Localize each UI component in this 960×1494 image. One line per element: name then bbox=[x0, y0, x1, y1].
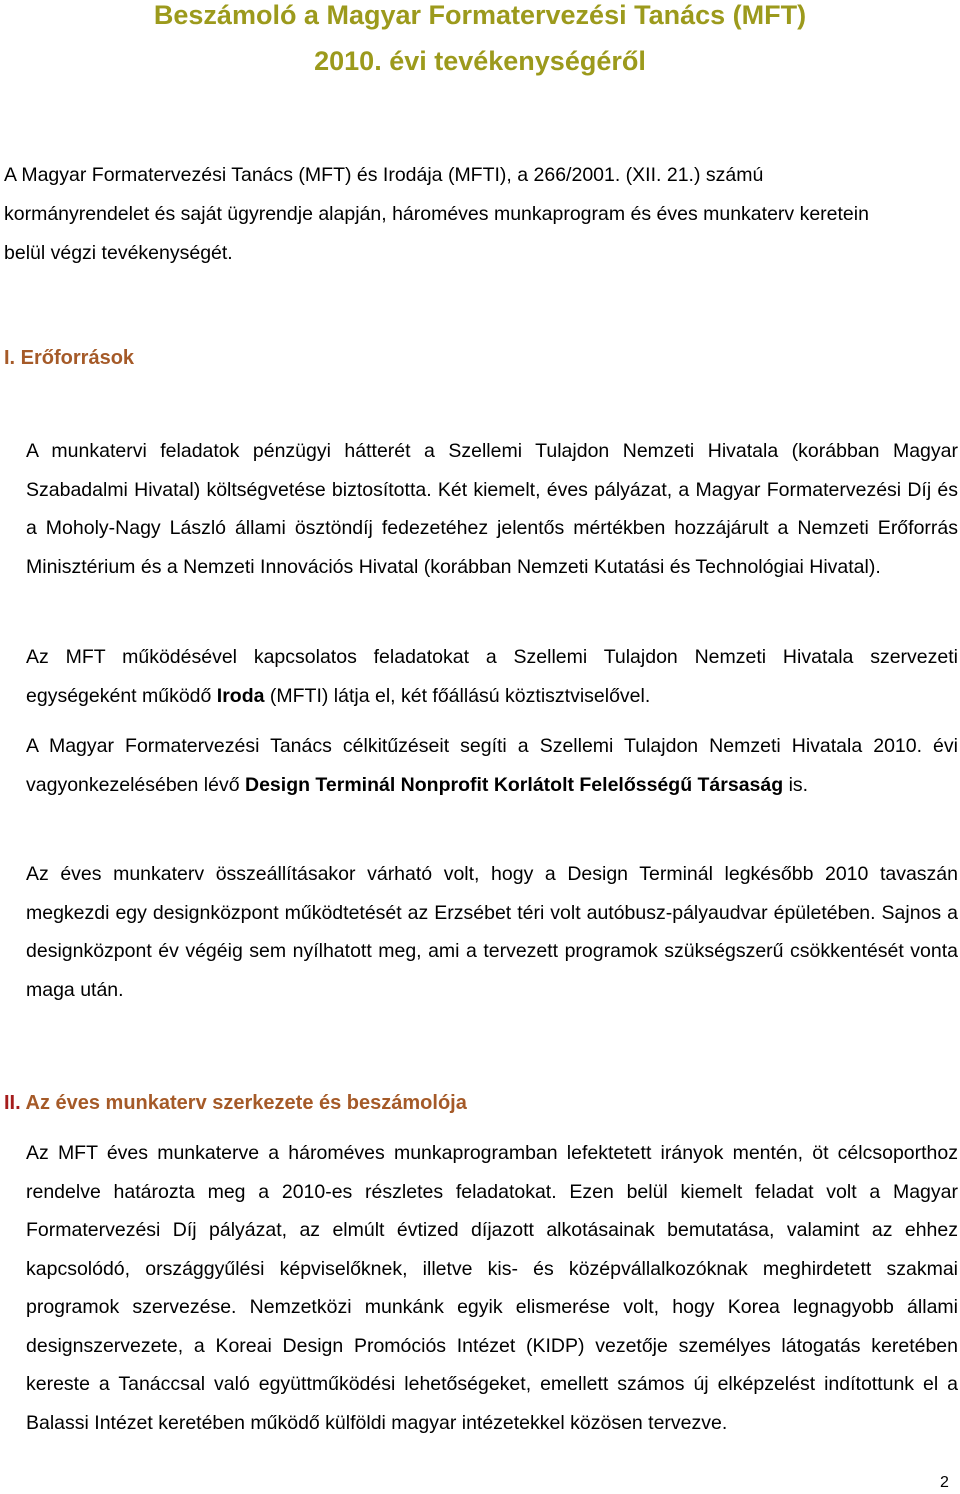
section-2-number: II. bbox=[4, 1092, 21, 1114]
emphasis-design-terminal: Design Terminál Nonprofit Korlátolt Felelősségű Társaság bbox=[245, 773, 784, 796]
section-2-paragraph-1: Az MFT éves munkaterve a hároméves munkaprogramban lefektetett irányok mentén, öt célcsoporthoz rendelve határozta meg a 2010-es részletes feladatokat. Ezen belül kiemelt feladat volt a Magyar Formatervezési Díj pályázat, az elmúlt évtized díjazott alkotásainak bemutatása, valamint az ehhez kapcsolódó, országgyűlési képviselőknek, illetve kis- és középvállalkozóknak meghirdetett szakmai programok szervezése. Nemzetközi munkánk egyik elismerése volt, hogy Korea legnagyobb állami designszervezete, a Koreai Design Promóciós Intézet (KIDP) vezetője személyes látogatás keretében kereste a Tanáccsal való együttműködési lehetőségeket, emellett számos új elképzelést indítottunk el a Balassi Intézet keretében működő külföldi magyar intézetekkel közösen tervezve. bbox=[26, 1142, 958, 1434]
section-1-heading: I. Erőforrások bbox=[4, 347, 135, 369]
document-title-line-2: 2010. évi tevékenységéről bbox=[314, 46, 646, 76]
intro-paragraph: A Magyar Formatervezési Tanács (MFT) és Irodája (MFTI), a 266/2001. (XII. 21.) számú kormányrendelet és saját ügyrendje alapján, hároméves munkaprogram és éves munkaterv keretein belül végzi tevékenységét. bbox=[4, 164, 869, 264]
document-title-line-1: Beszámoló a Magyar Formatervezési Tanács (MFT) bbox=[153, 0, 807, 30]
page-number: 2 bbox=[940, 1474, 949, 1491]
paragraph-text: Az MFT működésével kapcsolatos feladatokat a Szellemi Tulajdon Nemzeti Hivatala szervezeti egységeként működő bbox=[26, 646, 958, 707]
section-1-paragraph-2 bbox=[26, 638, 958, 715]
section-2-heading bbox=[4, 1092, 467, 1115]
paragraph-text: is. bbox=[783, 773, 809, 796]
section-1-paragraph-4: Az éves munkaterv összeállításakor várható volt, hogy a Design Terminál legkésőbb 2010 tavaszán megkezdi egy designközpont működtetését az Erzsébet téri volt autóbusz-pályaudvar épületében. Sajnos a designközpont év végéig sem nyílhatott meg, ami a tervezett programok szükségszerű csökkentését vonta maga után. bbox=[26, 863, 958, 1001]
paragraph-text: A Magyar Formatervezési Tanács célkitűzéseit segíti a Szellemi Tulajdon Nemzeti Hivatala 2010. évi vagyonkezelésében lévő bbox=[26, 735, 958, 796]
emphasis-iroda: Iroda bbox=[216, 684, 265, 707]
paragraph-text: (MFTI) látja el, két főállású köztisztviselővel. bbox=[264, 684, 651, 707]
section-1-paragraph-3 bbox=[26, 727, 958, 804]
section-2-title: Az éves munkaterv szerkezete és beszámolója bbox=[25, 1092, 467, 1114]
section-1-paragraph-1: A munkatervi feladatok pénzügyi hátterét a Szellemi Tulajdon Nemzeti Hivatala (korábban Magyar Szabadalmi Hivatal) költségvetése biztosította. Két kiemelt, éves pályázat, a Magyar Formatervezési Díj és a Moholy-Nagy László állami ösztöndíj fedezetéhez jelentős mértékben hozzájárult a Nemzeti Erőforrás Minisztérium és a Nemzeti Innovációs Hivatal (korábban Nemzeti Kutatási és Technológiai Hivatal). bbox=[26, 440, 958, 578]
